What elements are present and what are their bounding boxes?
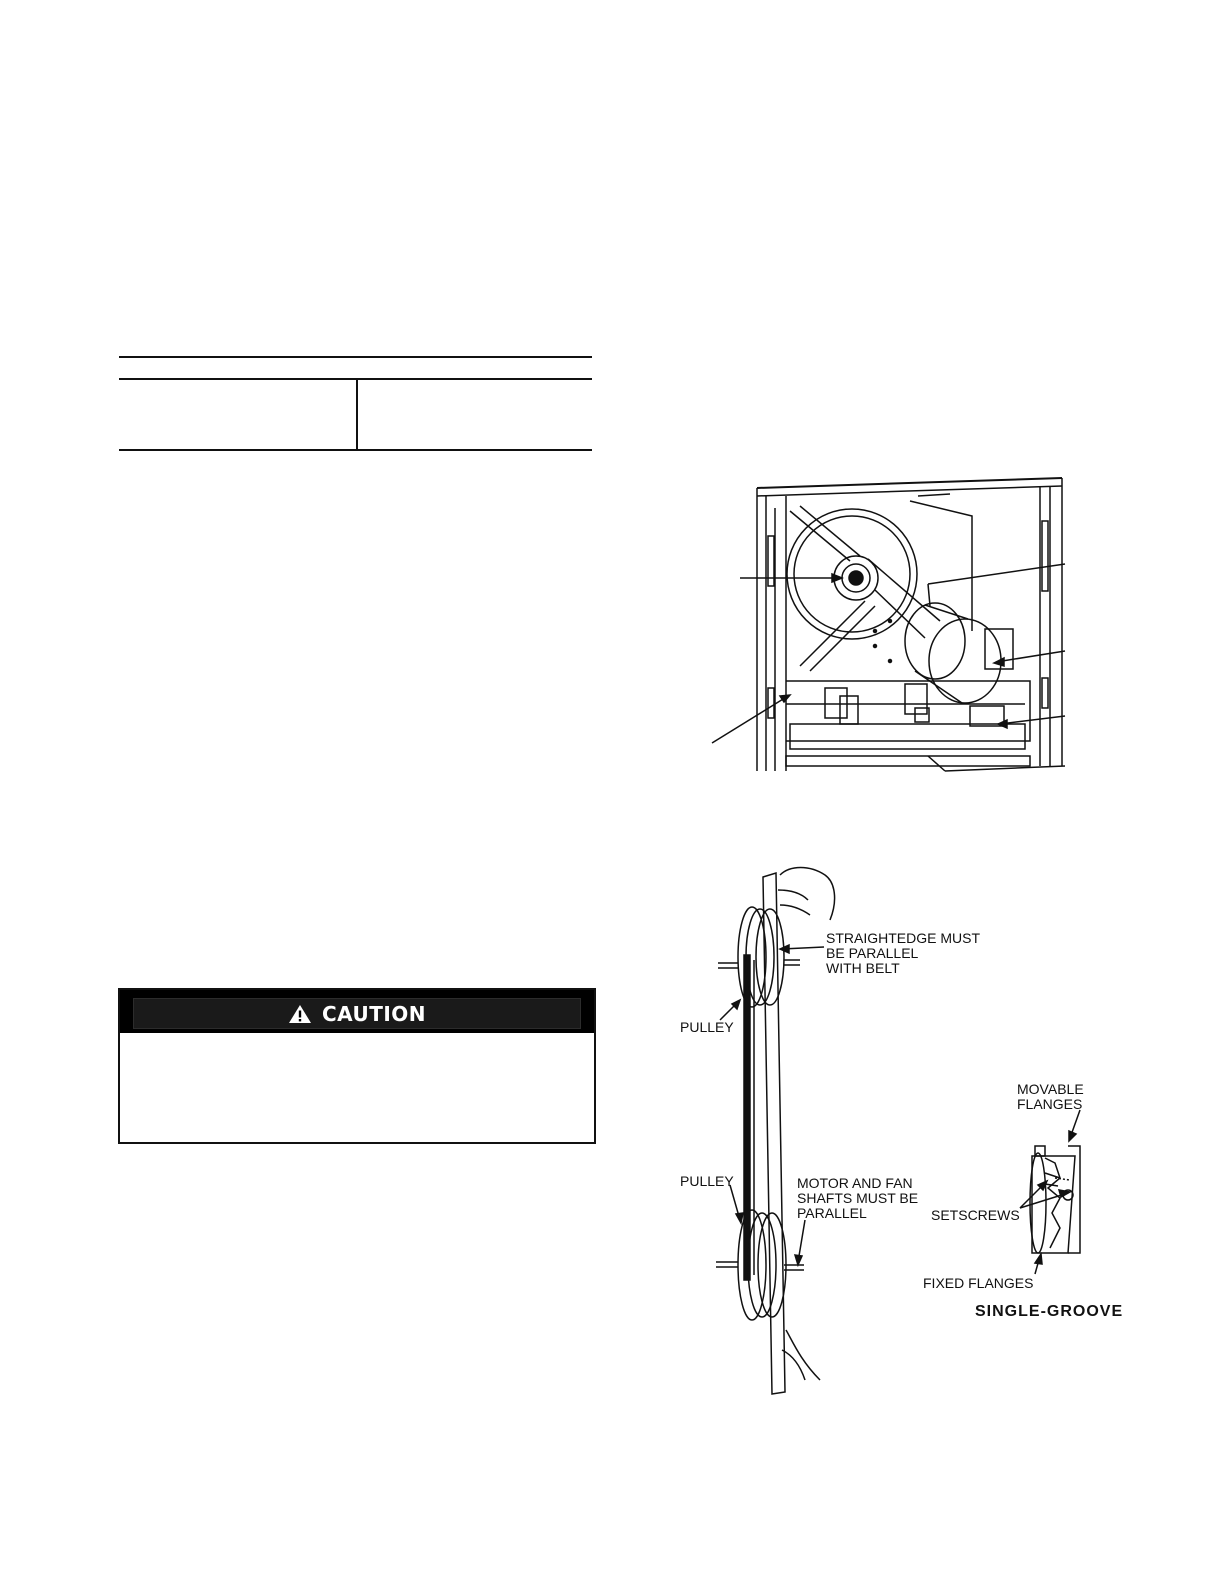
setscrews-label: SETSCREWS <box>931 1207 1020 1223</box>
table-top-rule <box>119 356 592 358</box>
pulley-bottom-label: PULLEY <box>680 1173 734 1189</box>
shafts-label-line3: PARALLEL <box>797 1205 867 1221</box>
single-groove-pulley-figure <box>920 1078 1140 1323</box>
straightedge-label-line3: WITH BELT <box>826 960 900 976</box>
fixed-flanges-label: FIXED FLANGES <box>923 1275 1034 1291</box>
caution-heading: CAUTION <box>321 1001 427 1026</box>
pulley-top-label: PULLEY <box>680 1019 734 1035</box>
single-groove-caption: SINGLE-GROOVE <box>975 1303 1124 1320</box>
movable-flanges-label-line1: MOVABLE <box>1017 1081 1084 1097</box>
shafts-label-line2: SHAFTS MUST BE <box>797 1190 919 1206</box>
movable-flanges-label-line2: FLANGES <box>1017 1096 1083 1112</box>
straightedge-label-line1: STRAIGHTEDGE MUST <box>826 930 981 946</box>
table-column-divider <box>356 379 358 451</box>
caution-header <box>120 990 594 1033</box>
blower-assembly-figure <box>700 466 1070 776</box>
straightedge-label-line2: BE PARALLEL <box>826 945 919 961</box>
caution-box <box>118 988 596 1144</box>
caution-banner <box>133 998 581 1029</box>
spec-table <box>119 356 592 451</box>
shafts-label-line1: MOTOR AND FAN <box>797 1175 913 1191</box>
warning-triangle-icon <box>288 1004 312 1024</box>
